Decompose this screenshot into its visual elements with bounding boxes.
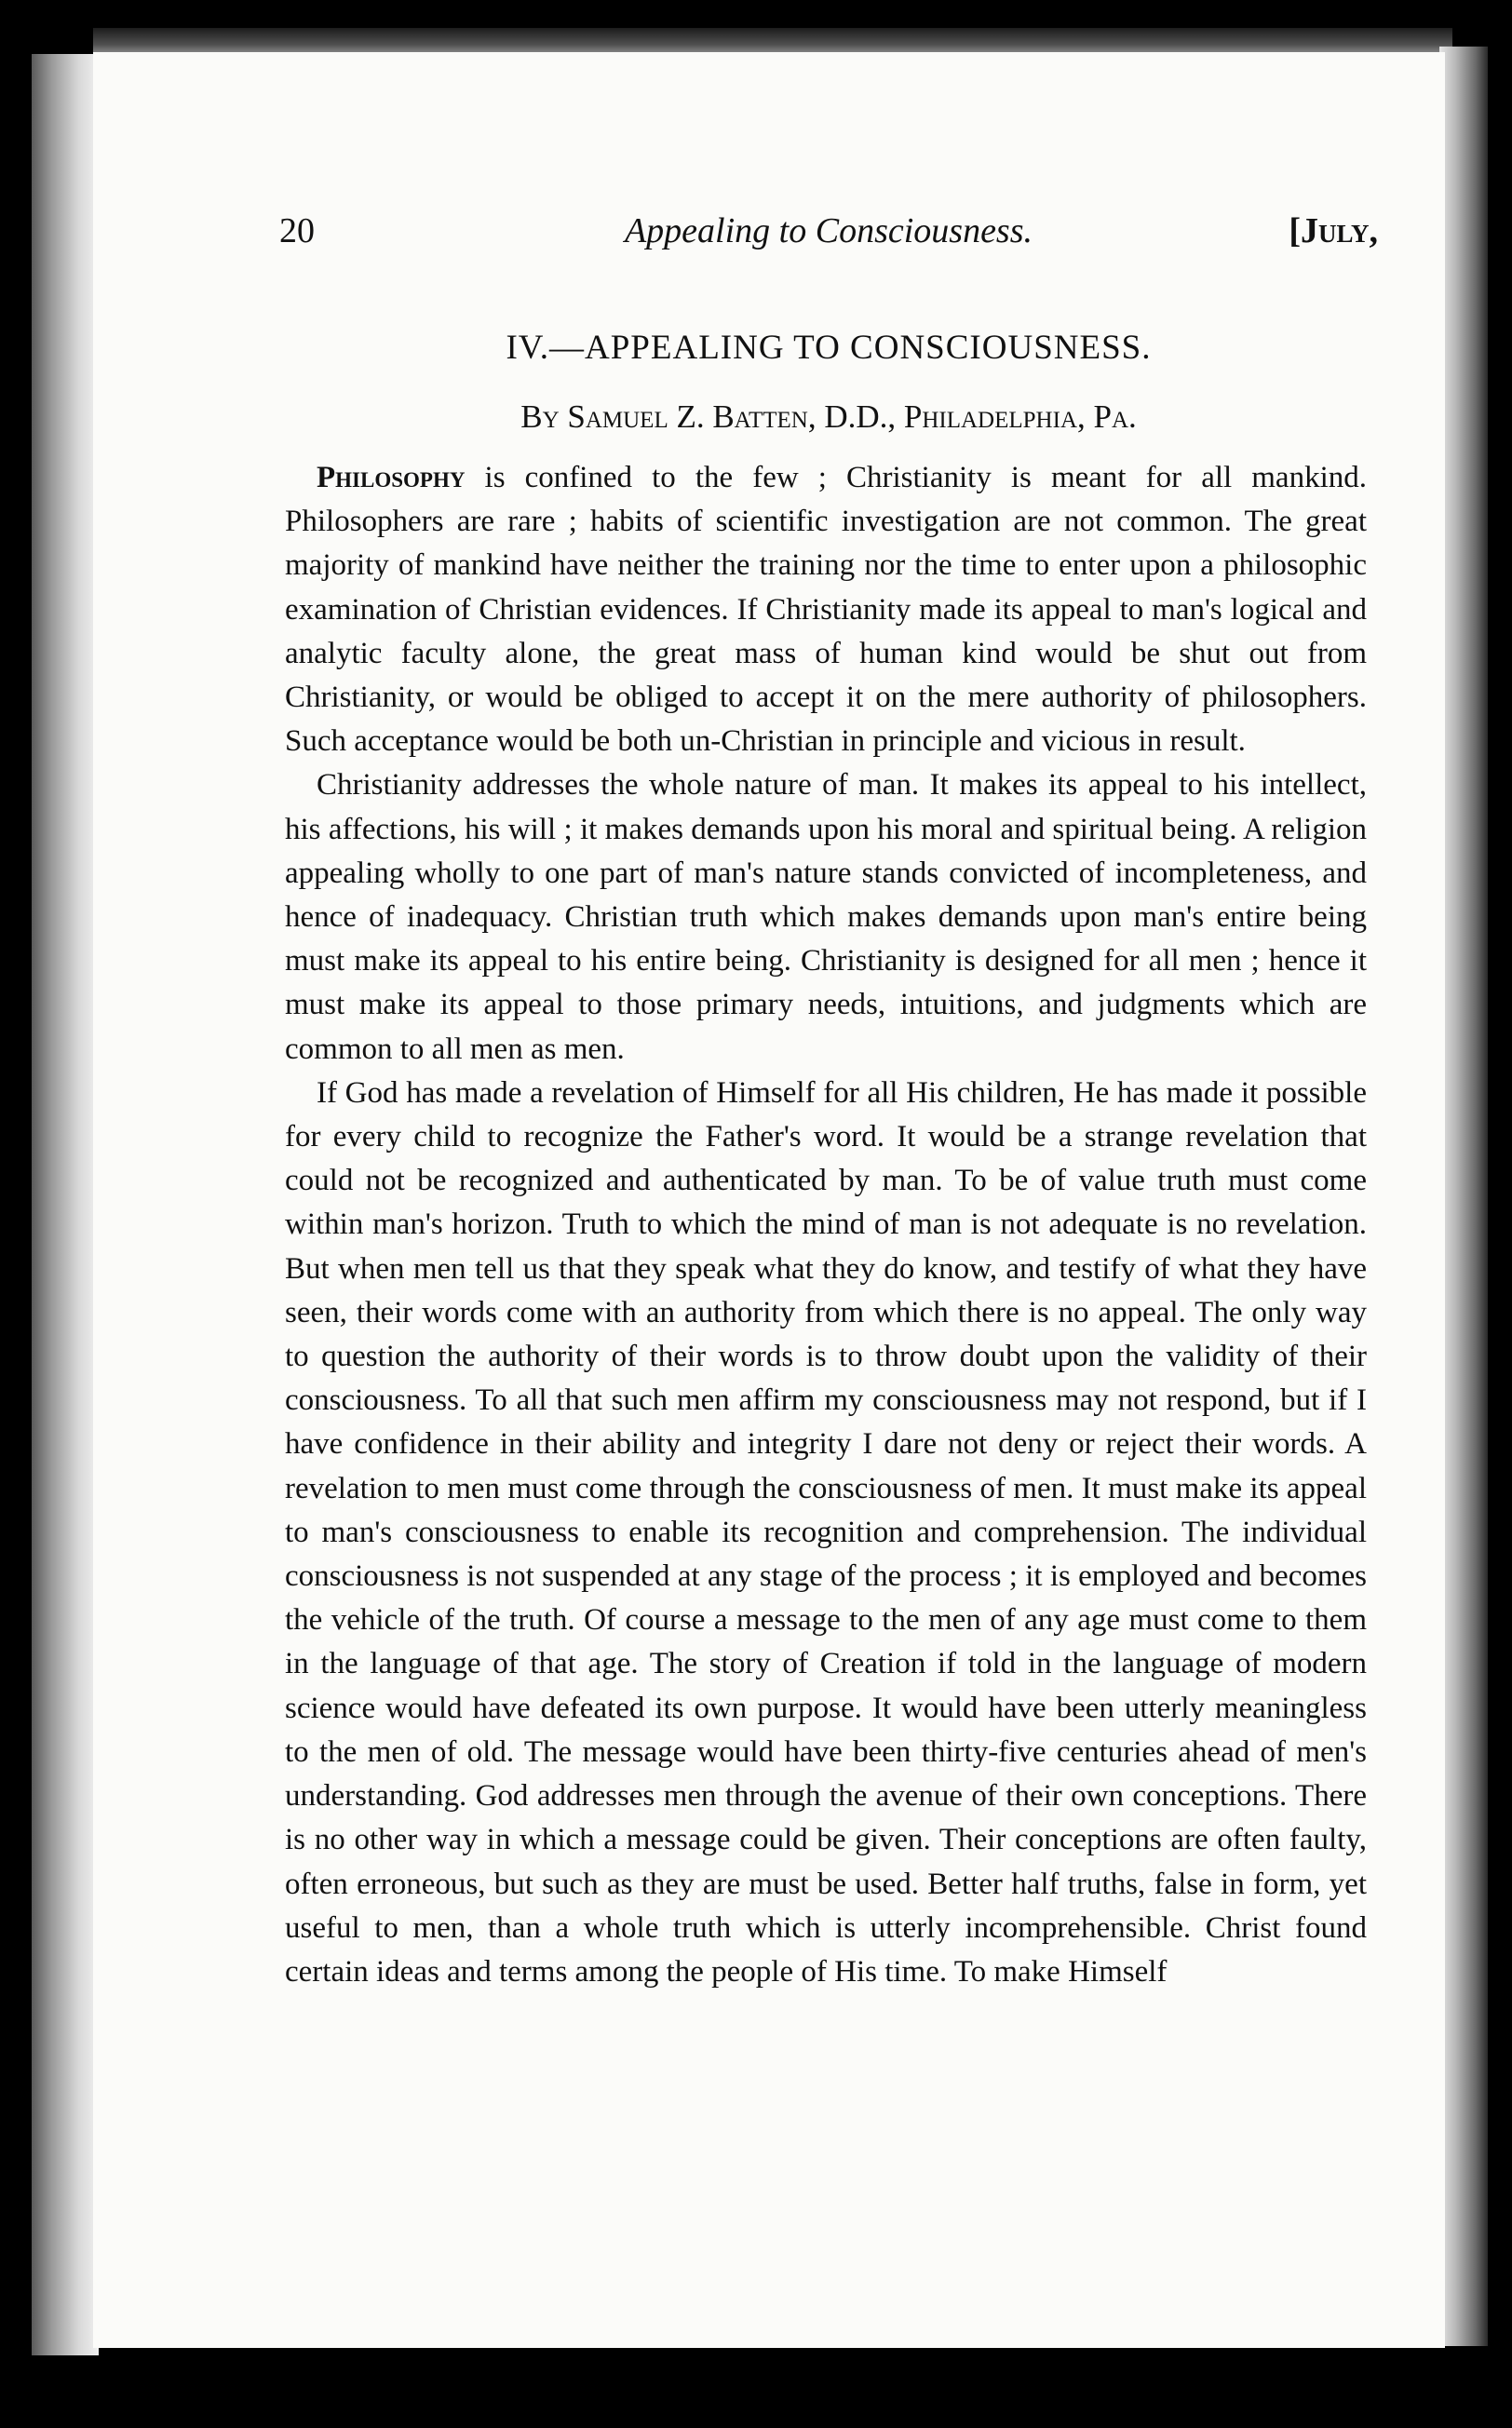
running-title: Appealing to Consciousness. xyxy=(624,211,1033,250)
article-title: IV.—APPEALING TO CONSCIOUSNESS. xyxy=(506,329,1152,367)
left-page-edge xyxy=(32,54,99,2355)
page-number: 20 xyxy=(279,211,315,250)
right-page-edge xyxy=(1439,47,1488,2346)
article-body xyxy=(285,456,1367,1994)
paragraph-3: If God has made a revelation of Himself for all His children, He has made it possible for every child to recognize the Father's word. It would be a strange revelation that could not be recognized and authenticated by man. To be of value truth must come within man's horizon. Truth to which the mind of man is not adequate is no revelation. But when men tell us that they speak what they do know, and testify of what they have seen, their words come with an authority from which there is no appeal. The only way to question the authority of their words is to throw doubt upon the validity of their consciousness. To all that such men affirm my consciousness may not respond, but if I have confidence in their ability and integrity I dare not deny or reject their words. A revelation to men must come through the consciousness of men. It must make its appeal to man's consciousness to enable its recognition and comprehension. The individual consciousness is not suspended at any stage of the process ; it is employed and becomes the vehicle of the truth. Of course a message to the men of any age must come to them in the language of that age. The story of Creation if told in the language of modern science would have defeated its own purpose. It would have been utterly meaningless to the men of old. The message would have been thirty-five centuries ahead of men's understanding. God addresses men through the avenue of their own conceptions. There is no other way in which a message could be given. Their conceptions are often faulty, often erroneous, but such as they are must be used. Better half truths, false in form, yet useful to men, than a whole truth which is utterly incomprehensible. Christ found certain ideas and terms among the people of His time. To make Himself xyxy=(285,1075,1367,1989)
running-date: [July, xyxy=(1289,211,1378,250)
paragraph-1-text: is confined to the few ; Christianity is meant for all mankind. Philosophers are rare ; habits of scientific investigation are not common. The great majority of mankind have neither the training nor the time to enter upon a philosophic examination of Christian evidences. If Christianity made its appeal to man's logical and analytic faculty alone, the great mass of human kind would be shut out from Christianity, or would be obliged to accept it on the mere authority of philosophers. Such acceptance would be both un-Christian in principle and vicious in result. xyxy=(285,461,1367,759)
article-byline: By Samuel Z. Batten, D.D., Philadelphia, Pa. xyxy=(520,398,1137,435)
lead-word: Philosophy xyxy=(317,461,466,494)
running-header xyxy=(279,210,1378,251)
paragraph-2: Christianity addresses the whole nature of man. It makes its appeal to his intellect, his affections, his will ; it makes demands upon his moral and spiritual being. A religion appealing wholly to one part of man's nature stands convicted of incompleteness, and hence of inadequacy. Christian truth which makes demands upon man's entire being must make its appeal to his entire being. Christianity is designed for all men ; hence it must make its appeal to those primary needs, intuitions, and judgments which are common to all men as men. xyxy=(285,768,1367,1066)
paragraph-1 xyxy=(285,456,1367,763)
